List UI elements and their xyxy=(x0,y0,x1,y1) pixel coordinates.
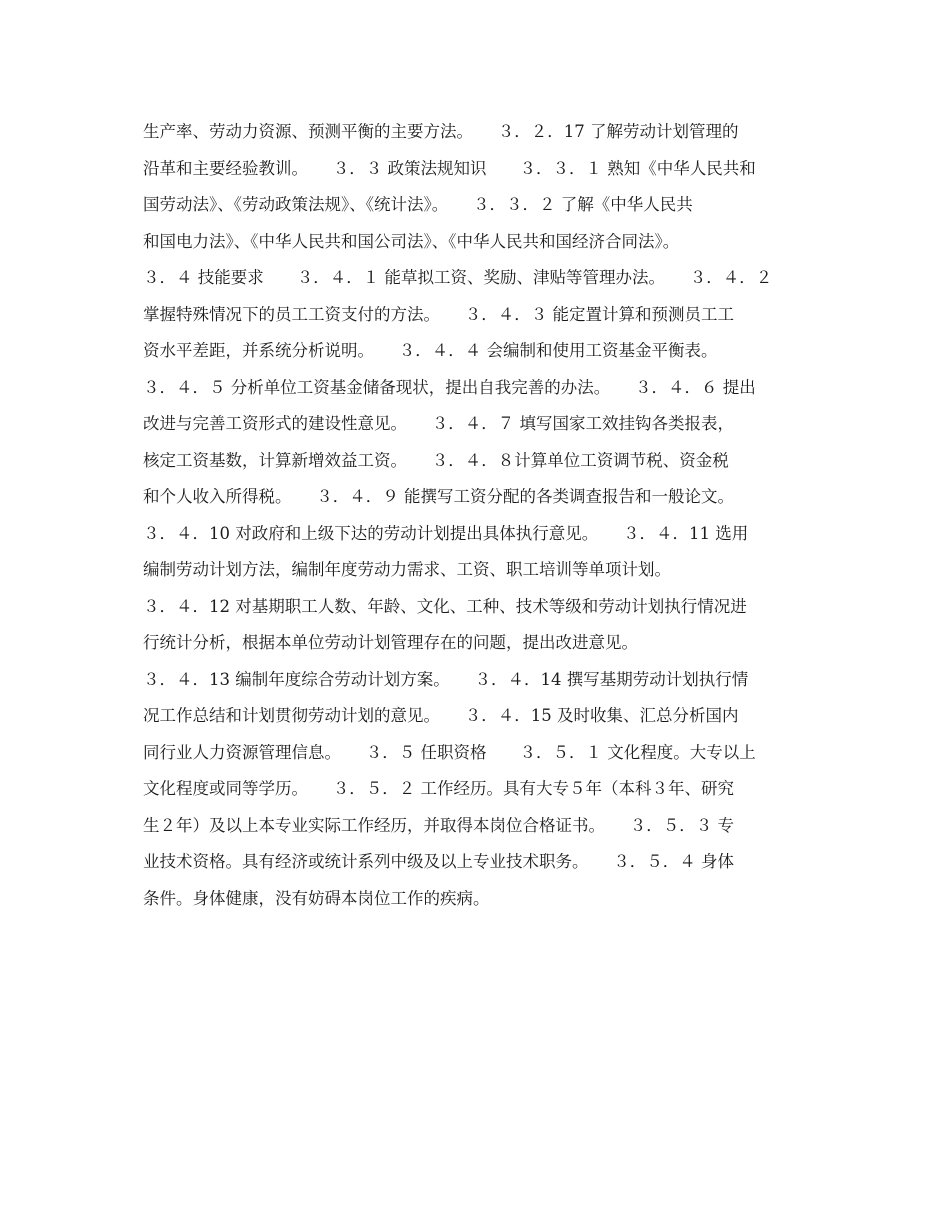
text-line: 生产率、劳动力资源、预测平衡的主要方法。 ３．２．17 了解劳动计划管理的 xyxy=(143,122,739,141)
text-line: 改进与完善工资形式的建设性意见。 ３．４．７ 填写国家工效挂钩各类报表， xyxy=(143,414,734,433)
text-line: 掌握特殊情况下的员工工资支付的方法。 ３．４．３ 能定置计算和预测员工工 xyxy=(143,304,734,324)
text-line: ３．４ 技能要求 ３．４．１ 能草拟工资、奖励、津贴等管理办法。 ３．４．２ xyxy=(143,268,773,287)
text-line: ３．４．５ 分析单位工资基金储备现状，提出自我完善的办法。 ３．４．６ 提出 xyxy=(143,377,756,397)
text-line: 文化程度或同等学历。 ３．５．２ 工作经历。具有大专５年（本科３年、研究 xyxy=(143,779,734,798)
text-line: 资水平差距，并系统分析说明。 ３．４．４ 会编制和使用工资基金平衡表。 xyxy=(143,341,718,360)
text-line: 行统计分析，根据本单位劳动计划管理存在的问题，提出改进意见。 xyxy=(143,633,638,652)
document-body xyxy=(143,114,815,917)
text-line: 况工作总结和计划贯彻劳动计划的意见。 ３．４．15 及时收集、汇总分析国内 xyxy=(143,706,739,725)
text-line: 核定工资基数，计算新增效益工资。 ３．４．８计算单位工资调节税、资金税 xyxy=(143,450,729,470)
text-line: ３．４．12 对基期职工人数、年龄、文化、工种、技术等级和劳动计划执行情况进 xyxy=(143,596,747,616)
text-line: 和国电力法》、《中华人民共和国公司法》、《中华人民共和国经济合同法》。 xyxy=(143,231,680,251)
text-line: 生２年）及以上本专业实际工作经历，并取得本岗位合格证书。 ３．５．３ 专 xyxy=(143,815,734,835)
text-line: 编制劳动计划方法，编制年度劳动力需求、工资、职工培训等单项计划。 xyxy=(143,560,671,579)
text-line: 沿革和主要经验教训。 ３．３ 政策法规知识 ３．３．１ 熟知《中华人民共和 xyxy=(143,158,756,178)
text-line: ３．４．13 编制年度综合劳动计划方案。 ３．４．14 撰写基期劳动计划执行情 xyxy=(143,669,749,689)
text-line: 业技术资格。具有经济或统计系列中级及以上专业技术职务。 ３．５．４ 身体 xyxy=(143,852,734,871)
text-line: 同行业人力资源管理信息。 ３．５ 任职资格 ３．５．１ 文化程度。大专以上 xyxy=(143,742,756,762)
text-line: 条件。身体健康，没有妨碍本岗位工作的疾病。 xyxy=(143,888,490,908)
text-line: 国劳动法》、《劳动政策法规》、《统计法》。 ３．３．２ 了解《中华人民共 xyxy=(143,195,693,214)
text-line: 和个人收入所得税。 ３．４．９ 能撰写工资分配的各类调查报告和一般论文。 xyxy=(143,487,734,506)
text-line: ３．４．10 对政府和上级下达的劳动计划提出具体执行意见。 ３．４．11 选用 xyxy=(143,523,749,543)
